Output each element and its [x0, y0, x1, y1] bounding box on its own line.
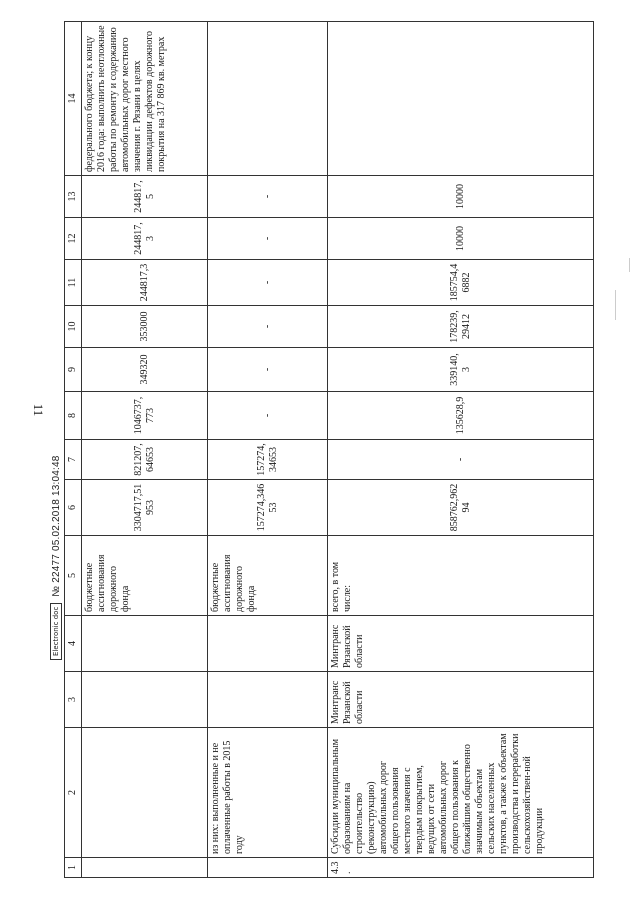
- cell-value: 10000: [328, 176, 594, 218]
- cell-value: 244817,3: [82, 218, 208, 260]
- table-row: [208, 22, 328, 878]
- cell-description: Субсидии муниципальным образованиям на строительство (реконструкцию) автомобильных дорог общего пользования местного значения с твердым покрытием, ведущих от сети автомобильных дорог общего пользования к ближайшим общественно значимым объектам сельских населенных пунктов, а также к объектам производства и переработки сельскохозяйствен-ной продукции: [328, 728, 594, 858]
- cell-value: 244817,5: [82, 176, 208, 218]
- column-header: 14: [65, 22, 82, 176]
- cell-description: [82, 728, 208, 858]
- cell-value: 178239,29412: [328, 306, 594, 348]
- budget-table: [64, 21, 594, 878]
- column-header: 13: [65, 176, 82, 218]
- cell-value: 157274,34653: [208, 480, 328, 536]
- cell-value: -: [208, 218, 328, 260]
- cell-number: [82, 858, 208, 878]
- rotated-table-container: [64, 22, 594, 878]
- cell-value: -: [208, 392, 328, 440]
- cell-executor: [208, 672, 328, 728]
- cell-value: 339140,3: [328, 348, 594, 392]
- cell-executor: [82, 616, 208, 672]
- scan-mark: [629, 258, 630, 272]
- column-header: 6: [65, 480, 82, 536]
- cell-value: 353000: [82, 306, 208, 348]
- column-header: 2: [65, 728, 82, 858]
- cell-value: -: [208, 306, 328, 348]
- cell-note: федерального бюджета; к концу 2016 года: выполнить неотложные работы по ремонту и содержанию автомобильных дорог местного значения г. Рязани в целях ликвидации дефектов дорожного покрытия на 317 869 кв. метрах: [82, 22, 208, 176]
- cell-value: 349320: [82, 348, 208, 392]
- cell-source: бюджетные ассигнования дорожного фонда: [82, 536, 208, 616]
- column-header: 8: [65, 392, 82, 440]
- column-header: 12: [65, 218, 82, 260]
- cell-number: 4.3.: [328, 858, 594, 878]
- scan-mark: [615, 290, 616, 320]
- table-row: [82, 22, 208, 878]
- cell-value: -: [328, 440, 594, 480]
- cell-number: [208, 858, 328, 878]
- column-header: 3: [65, 672, 82, 728]
- column-header: 5: [65, 536, 82, 616]
- cell-value: -: [208, 348, 328, 392]
- cell-value: -: [208, 260, 328, 306]
- cell-value: -: [208, 176, 328, 218]
- cell-value: 858762,96294: [328, 480, 594, 536]
- cell-description: из них: выполненные и не оплаченные работы в 2015 году: [208, 728, 328, 858]
- cell-value: 135628,9: [328, 392, 594, 440]
- cell-executor: Минтранс Рязанской области: [328, 672, 594, 728]
- stamp-logo: Electronic doc: [50, 603, 62, 660]
- column-header: 10: [65, 306, 82, 348]
- column-header: 7: [65, 440, 82, 480]
- cell-source: всего, в том числе:: [328, 536, 594, 616]
- cell-note: [328, 22, 594, 176]
- cell-source: бюджетные ассигнования дорожного фонда: [208, 536, 328, 616]
- cell-value: 10000: [328, 218, 594, 260]
- cell-value: 1046737,773: [82, 392, 208, 440]
- cell-value: 3304717,51953: [82, 480, 208, 536]
- page-number: 11: [31, 403, 46, 417]
- stamp-text: № 22477 05.02.2018 13:04:48: [50, 455, 62, 597]
- cell-value: 821207,64653: [82, 440, 208, 480]
- registration-stamp: [44, 440, 68, 660]
- cell-value: 157274,34653: [208, 440, 328, 480]
- column-header: 1: [65, 858, 82, 878]
- cell-value: 185754,46882: [328, 260, 594, 306]
- cell-value: 244817,3: [82, 260, 208, 306]
- cell-note: [208, 22, 328, 176]
- cell-executor: Минтранс Рязанской области: [328, 616, 594, 672]
- table-row: [328, 22, 594, 878]
- cell-executor: [208, 616, 328, 672]
- column-header: 4: [65, 616, 82, 672]
- cell-executor: [82, 672, 208, 728]
- column-header: 9: [65, 348, 82, 392]
- column-header: 11: [65, 260, 82, 306]
